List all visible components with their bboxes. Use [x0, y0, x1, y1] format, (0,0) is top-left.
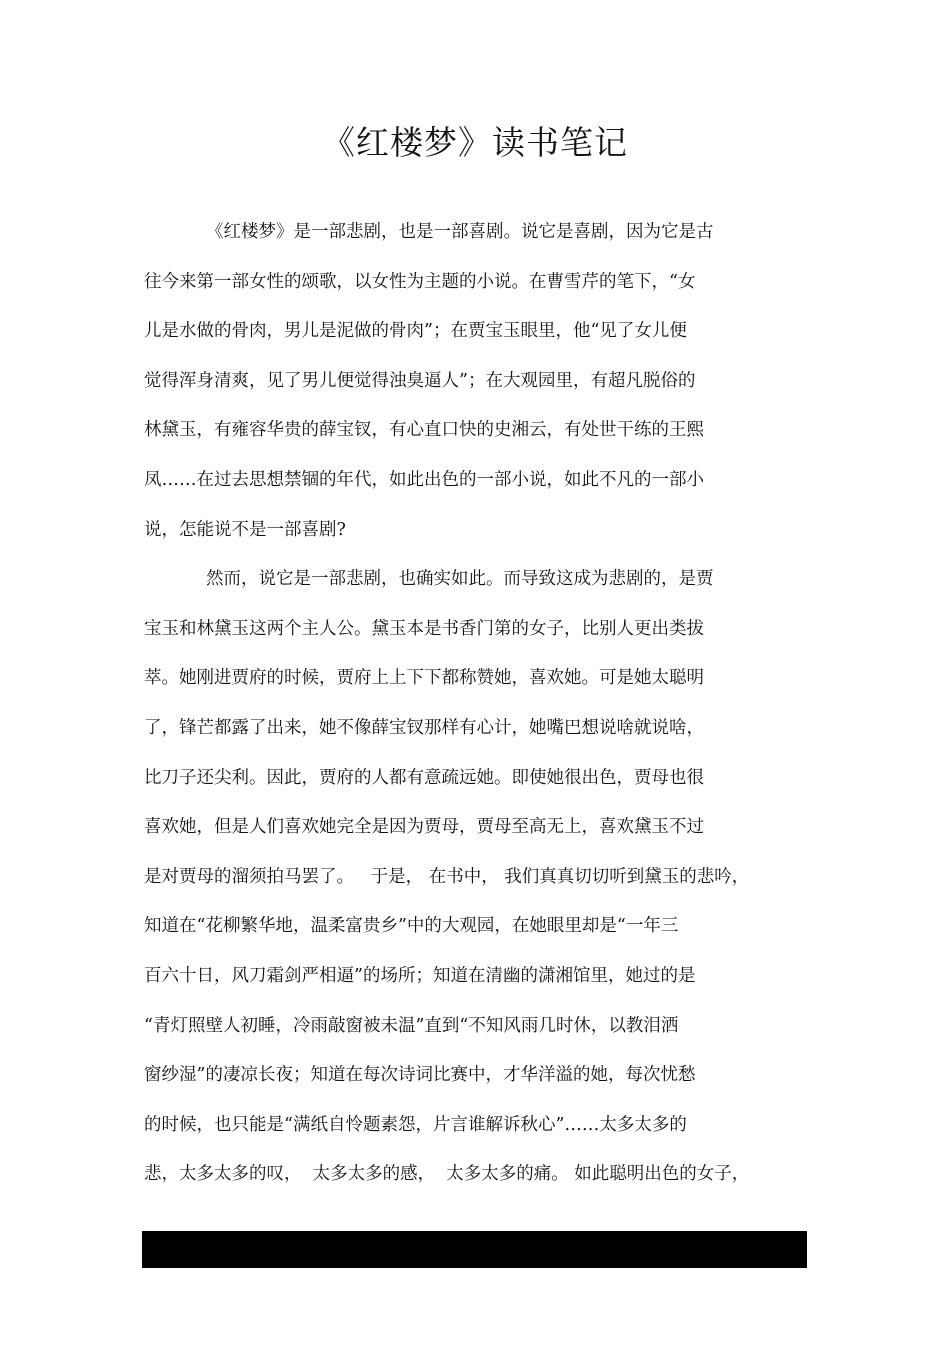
page-title: 《红楼梦》读书笔记 [322, 123, 628, 162]
body-text [144, 208, 794, 1200]
text-line: 悲，太多太多的叹， 太多太多的感， 太多太多的痛。 如此聪明出色的女子， [144, 1164, 750, 1185]
text-line: 窗纱湿”的凄凉长夜；知道在每次诗词比赛中，才华洋溢的她，每次忧愁 [144, 1065, 696, 1086]
text-line: 林黛玉，有雍容华贵的薛宝钗，有心直口快的史湘云，有处世干练的王熙 [144, 420, 704, 441]
text-line: 了，锋芒都露了出来，她不像薛宝钗那样有心计，她嘴巴想说啥就说啥， [144, 717, 704, 738]
text-line: 知道在“花柳繁华地，温柔富贵乡”中的大观园，在她眼里却是“一年三 [144, 916, 679, 937]
text-line: “青灯照壁人初睡，冷雨敲窗被未温”直到“不知风雨几时休，以教泪洒 [144, 1015, 679, 1036]
text-line: 比刀子还尖利。因此，贾府的人都有意疏远她。即使她很出色，贾母也很 [144, 767, 704, 788]
text-line: 往今来第一部女性的颂歌，以女性为主题的小说。在曹雪芹的笔下，“女 [144, 271, 696, 292]
text-line: 宝玉和林黛玉这两个主人公。黛玉本是书香门第的女子，比别人更出类拔 [144, 618, 704, 639]
redaction-bar [142, 1231, 807, 1268]
text-line: 儿是水做的骨肉，男儿是泥做的骨肉”；在贾宝玉眼里，他“见了女儿便 [144, 321, 687, 342]
text-line: 觉得浑身清爽，见了男儿便觉得浊臭逼人”；在大观园里，有超凡脱俗的 [144, 370, 696, 391]
text-line: 说，怎能说不是一部喜剧? [144, 519, 346, 540]
text-line: 喜欢她，但是人们喜欢她完全是因为贾母，贾母至高无上，喜欢黛玉不过 [144, 817, 704, 838]
text-line: 《红楼梦》是一部悲剧，也是一部喜剧。说它是喜剧，因为它是古 [206, 222, 714, 242]
text-line: 的时候，也只能是“满纸自怜题素怨，片言谁解诉秋心”……太多太多的 [144, 1114, 687, 1135]
text-line: 是对贾母的溜须拍马罢了。 于是， 在书中， 我们真真切切听到黛玉的悲吟， [144, 866, 750, 887]
text-line: 凤……在过去思想禁锢的年代，如此出色的一部小说，如此不凡的一部小 [144, 469, 704, 490]
text-line: 百六十日，风刀霜剑严相逼”的场所；知道在清幽的潇湘馆里，她过的是 [144, 965, 696, 986]
text-line: 然而，说它是一部悲剧，也确实如此。而导致这成为悲剧的，是贾 [206, 569, 714, 590]
text-line: 萃。她刚进贾府的时候，贾府上上下下都称赞她，喜欢她。可是她太聪明 [144, 668, 704, 689]
